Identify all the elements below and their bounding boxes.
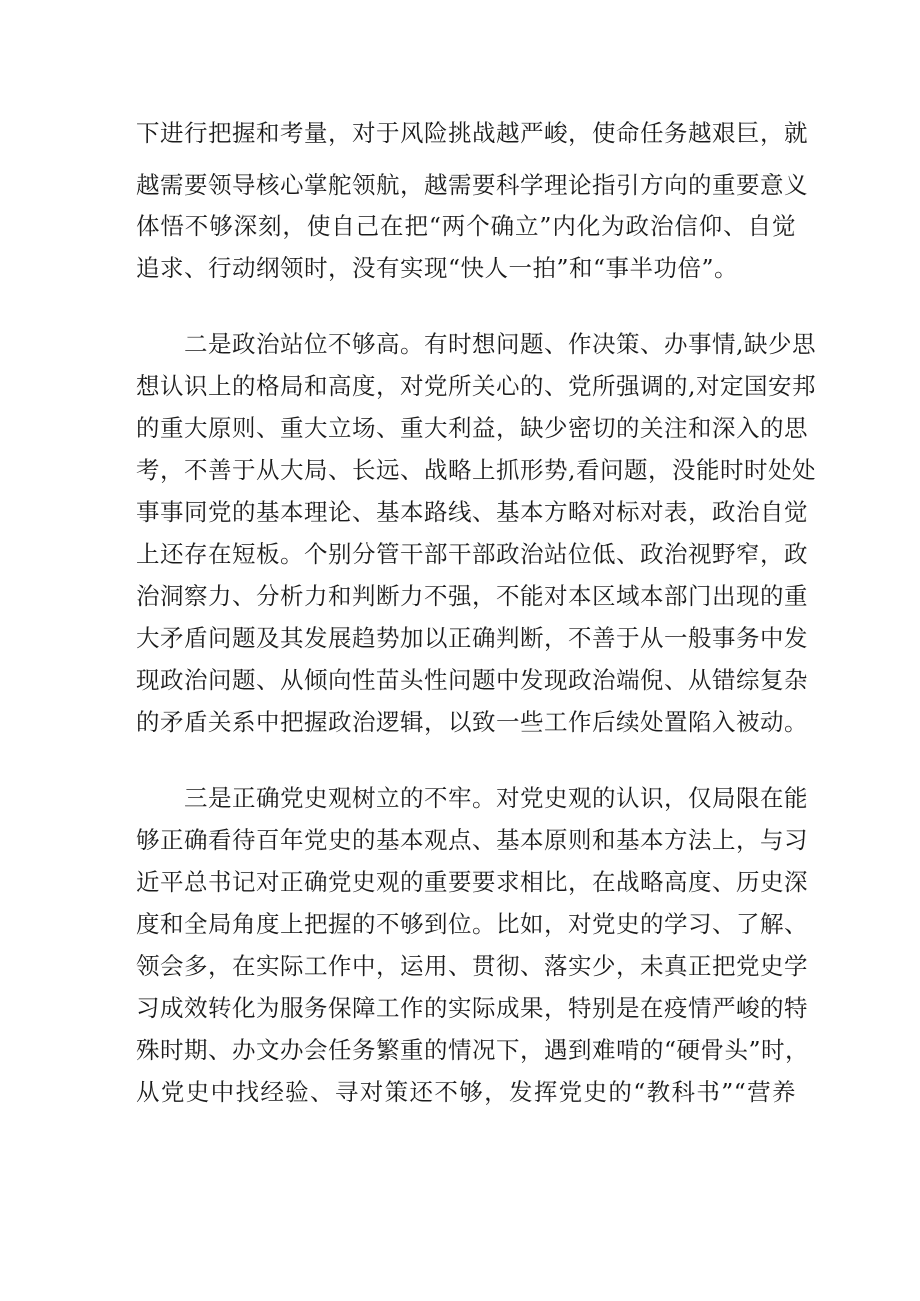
paragraph-line: 领会多，在实际工作中，运用、贯彻、落实少，未真正把党史学 <box>136 952 808 980</box>
paragraph-line: 的矛盾关系中把握政治逻辑，以致一些工作后续处置陷入被动。 <box>136 708 808 736</box>
paragraph-line: 下进行把握和考量，对于风险挑战越严峻，使命任务越艰巨，就 <box>136 119 808 147</box>
paragraph-line: 治洞察力、分析力和判断力不强，不能对本区域本部门出现的重 <box>136 582 808 610</box>
paragraph-line: 二是政治站位不够高。有时想问题、作决策、办事情,缺少思 <box>184 330 816 358</box>
paragraph-line: 够正确看待百年党史的基本观点、基本原则和基本方法上，与习 <box>136 826 808 854</box>
paragraph-line: 事事同党的基本理论、基本路线、基本方略对标对表，政治自觉 <box>136 498 808 526</box>
paragraph-line: 想认识上的格局和高度，对党所关心的、党所强调的,对定国安邦 <box>136 372 816 400</box>
paragraph-line: 考，不善于从大局、长远、战略上抓形势,看问题，没能时时处处 <box>136 456 816 484</box>
paragraph-line: 习成效转化为服务保障工作的实际成果，特别是在疫情严峻的特 <box>136 994 808 1022</box>
paragraph-line: 追求、行动纲领时，没有实现“快人一拍”和“事半功倍”。 <box>136 254 739 282</box>
paragraph-line: 近平总书记对正确党史观的重要要求相比，在战略高度、历史深 <box>136 868 808 896</box>
paragraph-line: 度和全局角度上把握的不够到位。比如，对党史的学习、了解、 <box>136 910 808 938</box>
paragraph-line: 越需要领导核心掌舵领航，越需要科学理论指引方向的重要意义 <box>136 171 808 199</box>
paragraph-line: 从党史中找经验、寻对策还不够，发挥党史的“教科书”“营养 <box>136 1078 796 1106</box>
paragraph-line: 上还存在短板。个别分管干部干部政治站位低、政治视野窄，政 <box>136 540 808 568</box>
paragraph-line: 大矛盾问题及其发展趋势加以正确判断，不善于从一般事务中发 <box>136 624 808 652</box>
paragraph-line: 体悟不够深刻，使自己在把“两个确立”内化为政治信仰、自觉 <box>136 212 796 240</box>
paragraph-line: 三是正确党史观树立的不牢。对党史观的认识，仅局限在能 <box>184 784 808 812</box>
paragraph-line: 的重大原则、重大立场、重大利益，缺少密切的关注和深入的思 <box>136 414 808 442</box>
paragraph-line: 殊时期、办文办会任务繁重的情况下，遇到难啃的“硬骨头”时， <box>136 1036 810 1064</box>
paragraph-line: 现政治问题、从倾向性苗头性问题中发现政治端倪、从错综复杂 <box>136 666 808 694</box>
